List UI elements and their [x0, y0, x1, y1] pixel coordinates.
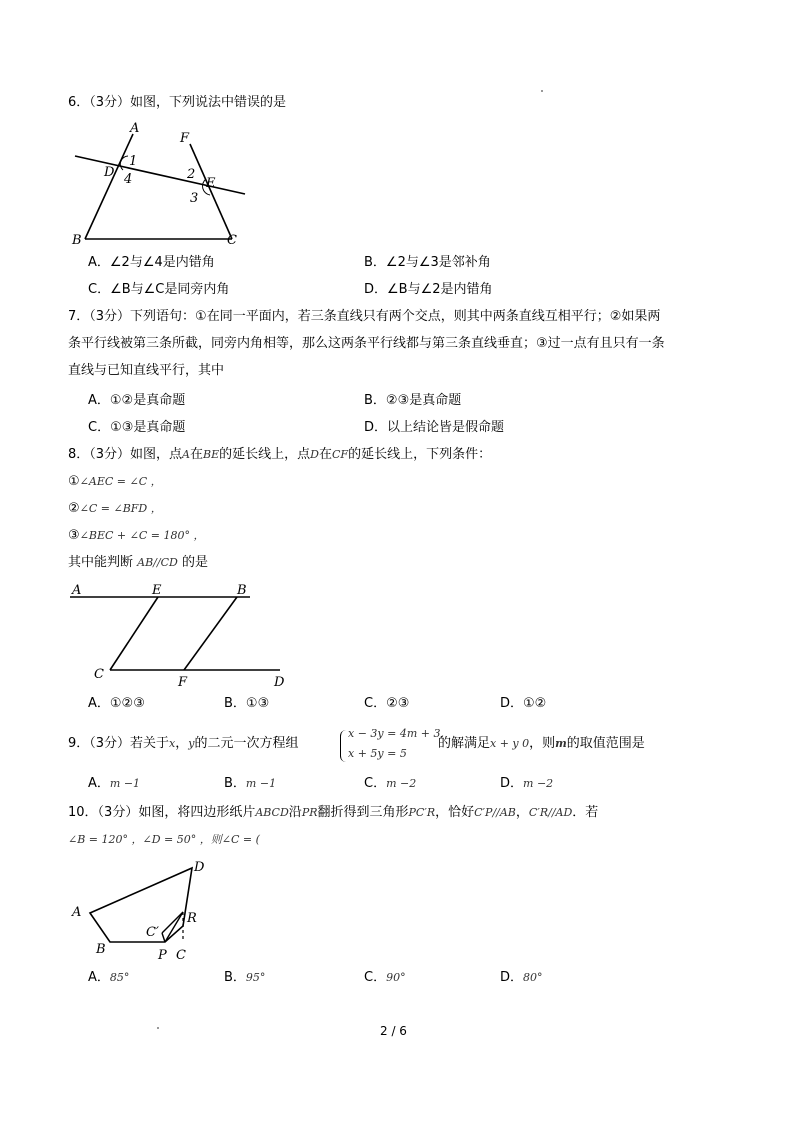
q9-option-b: [224, 775, 276, 793]
q8-condition-3-mark: ③: [68, 528, 80, 543]
q8-question-text-b: 的是: [181, 555, 208, 570]
q9-var-m: m: [555, 737, 567, 750]
q10-label-B: B: [96, 942, 106, 957]
q6-label-E: E: [206, 176, 216, 191]
q6-figure: [70, 122, 255, 248]
q8-option-d: D．①②: [500, 696, 547, 711]
q8-label-C: C: [94, 667, 104, 682]
q10-option-b: [224, 969, 265, 987]
q8-stem-text-d: 在: [318, 447, 332, 462]
q8-condition-1-mark: ①: [68, 474, 80, 489]
q10-line-2: ∠B = 120° ，∠D = 50° ，则∠C = (: [68, 833, 260, 846]
q7-option-c: C．①③是真命题: [88, 420, 186, 435]
q10-option-c-label: C．: [364, 970, 387, 985]
q7-line-2: 条平行线被第三条所截，同旁内角相等，那么这两条平行线都与第三条直线垂直；③过一点有且只有一条: [68, 336, 665, 351]
q6-option-b: B．∠2与∠3是邻补角: [364, 255, 491, 270]
page-number: 2 / 6: [380, 1024, 407, 1038]
q9-text-a: 9．（3分）若关于: [68, 736, 170, 751]
q9-option-c-value: m −2: [386, 777, 417, 790]
q10-option-c: [364, 969, 406, 987]
q9-var-x: x: [169, 737, 176, 750]
q10-option-b-value: 95°: [245, 971, 266, 984]
q10-pcr: PC′R: [408, 806, 436, 819]
q6-label-4: 4: [124, 172, 133, 187]
q9-equation-1: x − 3y = 4m + 3,: [348, 727, 444, 740]
q6-label-1: 1: [129, 154, 138, 169]
q9-text-d: ，则: [529, 736, 556, 751]
q8-option-c: C．②③: [364, 696, 410, 711]
q7-line-3: 直线与已知直线平行，其中: [68, 363, 225, 378]
q6-label-A: A: [130, 122, 140, 136]
q10-option-c-value: 90°: [386, 971, 406, 984]
q6-label-D: D: [104, 165, 115, 180]
q10-option-d: [500, 969, 543, 987]
q7-option-b: B．②③是真命题: [364, 393, 462, 408]
q7-line-1: 7．（3分）下列语句：①在同一平面内，若三条直线只有两个交点，则其中两条直线互相平行；②如果两: [68, 309, 661, 324]
q6-label-F: F: [180, 131, 190, 146]
q10-text-c: 翻折得到三角形: [317, 805, 409, 820]
q10-text-d: ，恰好: [435, 805, 475, 820]
q10-abcd: ABCD: [255, 806, 289, 819]
q10-label-C: C: [176, 948, 186, 963]
q10-text-a: 10．（3分）如图，将四边形纸片: [68, 805, 256, 820]
q8-stem-text-c: 的延长线上，点: [219, 447, 311, 462]
q6-stem: 6．（3分）如图，下列说法中错误的是: [68, 95, 287, 110]
q9-option-b-label: B．: [224, 776, 246, 791]
q8-line-be: BE: [203, 448, 220, 461]
q9-option-d-value: m −2: [523, 777, 554, 790]
q10-label-R: R: [187, 911, 197, 926]
q8-stem-text-e: 的延长线上，下列条件：: [348, 447, 492, 462]
q10-figure: [70, 858, 210, 966]
q9-option-a: [88, 775, 140, 793]
q8-label-E: E: [152, 583, 162, 598]
q9-stem-left: [68, 735, 299, 753]
q6-line-transversal: [75, 156, 245, 194]
q10-quadrilateral: [90, 868, 192, 942]
q10-option-d-label: D．: [500, 970, 524, 985]
q8-condition-3-text: ∠BEC + ∠C = 180° ，: [79, 529, 205, 542]
q6-label-2: 2: [187, 167, 196, 182]
q10-pr: PR: [301, 806, 318, 819]
q8-label-A: A: [72, 583, 82, 598]
q10-option-a-label: A．: [88, 970, 110, 985]
q8-line-EC: [110, 597, 158, 670]
q9-equation-2: x + 5y = 5: [348, 747, 407, 760]
q9-stem-right: [438, 735, 645, 753]
q6-option-a: A．∠2与∠4是内错角: [88, 255, 215, 270]
q9-var-y: y: [188, 737, 195, 750]
q6-option-d: D．∠B与∠2是内错角: [364, 282, 493, 297]
q9-text-b: 的二元一次方程组: [194, 736, 299, 751]
q9-option-d: [500, 775, 553, 793]
q9-text-c: 的解满足: [438, 736, 491, 751]
q9-option-a-label: A．: [88, 776, 110, 791]
q9-option-c: [364, 775, 416, 793]
q9-condition: x + y 0: [490, 737, 530, 750]
q10-line-1: [68, 804, 598, 822]
q10-option-a-value: 85°: [109, 971, 130, 984]
q8-label-F: F: [178, 675, 188, 690]
q10-label-A: A: [72, 905, 82, 920]
q10-label-C1: C′: [146, 925, 159, 940]
q10-line-PC1: [162, 933, 165, 942]
q8-condition-2: [68, 500, 162, 518]
speck: [157, 1027, 159, 1029]
q7-option-a: A．①②是真命题: [88, 393, 186, 408]
speck: [541, 90, 543, 92]
q10-option-b-label: B．: [224, 970, 246, 985]
q10-comma: ，: [515, 805, 529, 820]
q6-label-B: B: [72, 233, 82, 248]
q7-option-d: D．以上结论皆是假命题: [364, 420, 505, 435]
q8-condition-1: [68, 473, 162, 491]
q9-option-b-value: m −1: [245, 777, 277, 790]
q8-stem: [68, 446, 491, 464]
q10-text-e: ．若: [572, 805, 599, 820]
q8-point-d: D: [310, 448, 319, 461]
q9-option-a-value: m −1: [109, 777, 141, 790]
q8-ab-parallel-cd: AB//CD: [137, 556, 178, 569]
q8-line-BF: [184, 597, 237, 670]
q8-label-B: B: [237, 583, 247, 598]
q10-label-D: D: [194, 860, 205, 875]
q10-cr-ad: C′R//AD: [528, 806, 573, 819]
q10-option-d-value: 80°: [523, 971, 543, 984]
q8-condition-2-mark: ②: [68, 501, 80, 516]
q8-option-b: B．①③: [224, 696, 270, 711]
q9-text-e: 的取值范围是: [566, 736, 645, 751]
q6-label-C: C: [227, 233, 237, 248]
q8-condition-1-text: ∠AEC = ∠C ，: [79, 475, 162, 488]
q8-label-D: D: [274, 675, 285, 690]
q8-condition-2-text: ∠C = ∠BFD ，: [79, 502, 162, 515]
q10-text-b: 沿: [288, 805, 302, 820]
q10-option-a: [88, 969, 129, 987]
q6-option-c: C．∠B与∠C是同旁内角: [88, 282, 230, 297]
q8-stem-text-b: 在: [190, 447, 204, 462]
q8-stem-text-a: 8．（3分）如图，点: [68, 447, 183, 462]
q8-question: [68, 554, 208, 572]
q8-point-a: A: [182, 448, 190, 461]
q8-option-a: A．①②③: [88, 696, 145, 711]
q9-comma: ，: [175, 736, 189, 751]
q6-label-3b: 3: [190, 191, 199, 206]
q8-figure: [70, 582, 295, 690]
q10-label-P: P: [158, 948, 167, 963]
q8-question-text-a: 其中能判断: [68, 555, 134, 570]
q8-line-cf: CF: [332, 448, 349, 461]
q8-condition-3: [68, 527, 204, 545]
q9-option-c-label: C．: [364, 776, 387, 791]
q9-option-d-label: D．: [500, 776, 524, 791]
q10-cp-ab: C′P//AB: [474, 806, 516, 819]
